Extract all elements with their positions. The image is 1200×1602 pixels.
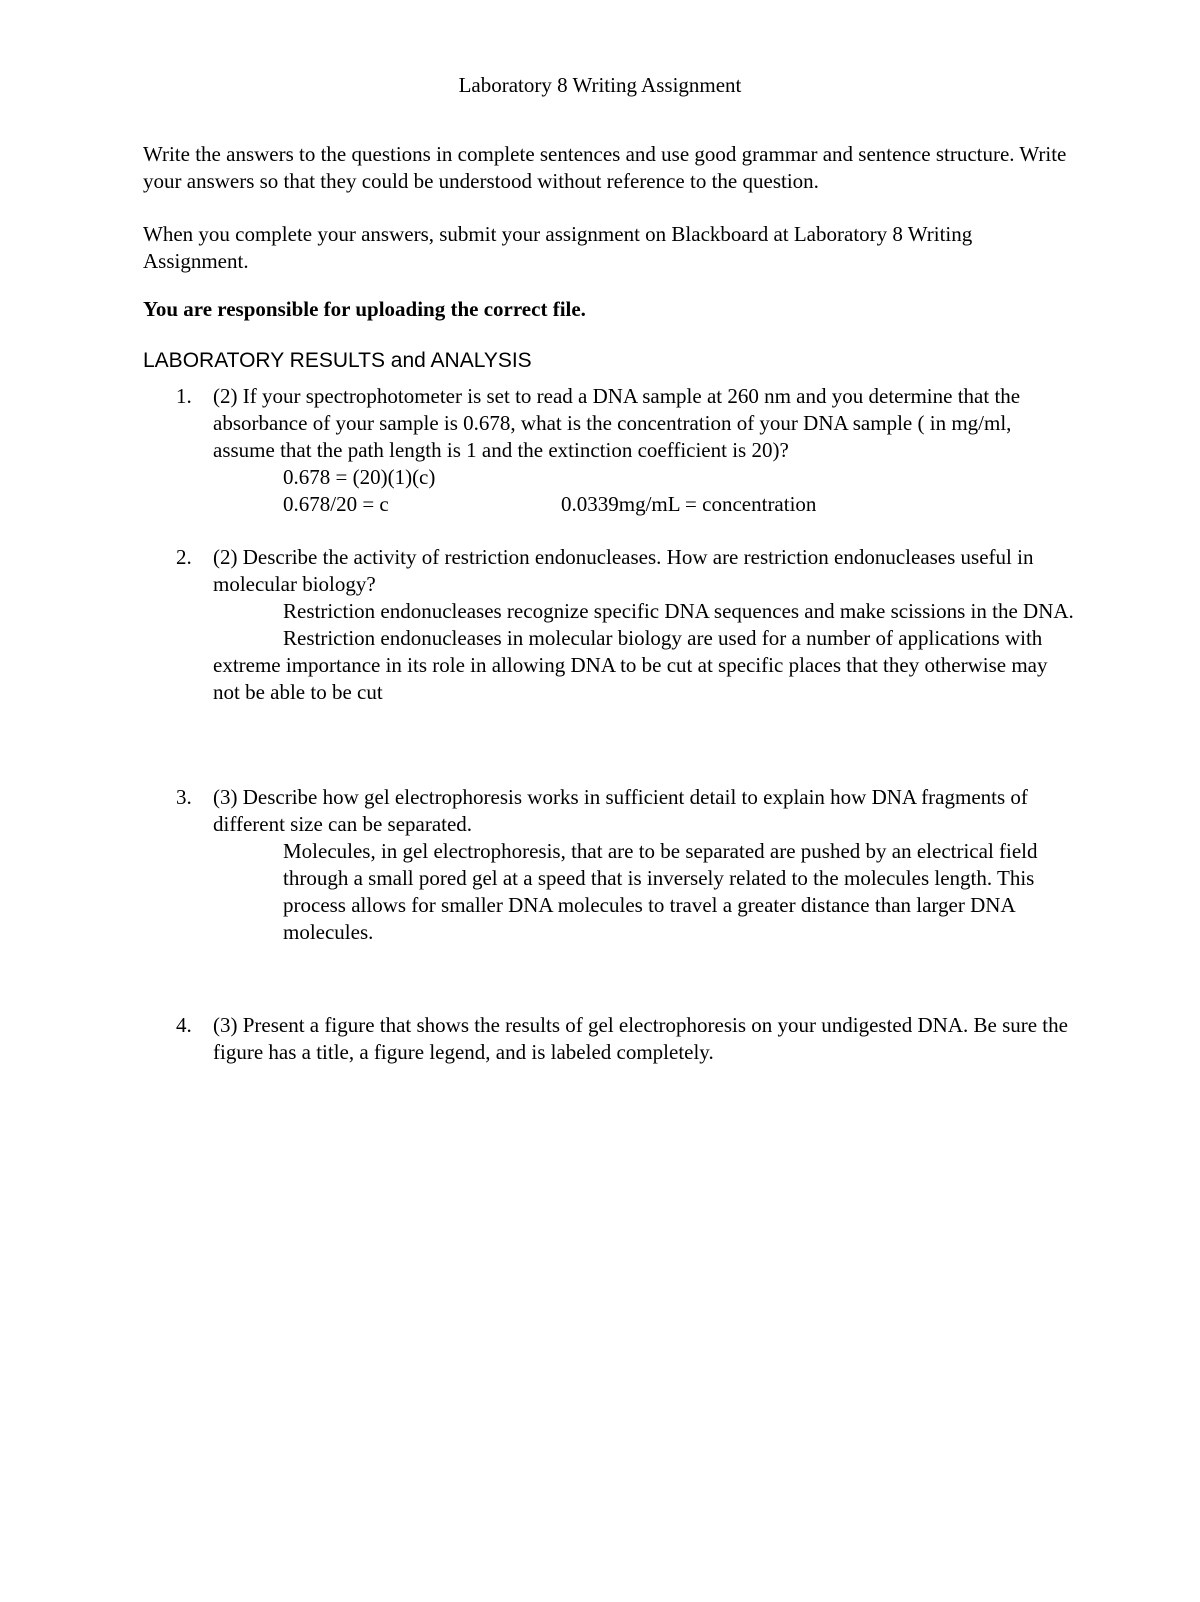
question-1 [176, 383, 1076, 518]
question-number: 3. [176, 785, 192, 809]
question-number: 1. [176, 384, 192, 408]
question-text: (3) Describe how gel electrophoresis works in sufficient detail to explain how DNA fragments of different size can be separated. [213, 785, 1028, 836]
question-text: (2) Describe the activity of restriction endonucleases. How are restriction endonucleases useful in molecular biology? [213, 545, 1034, 596]
responsibility-notice: You are responsible for uploading the correct file. [143, 297, 586, 321]
question-text: (3) Present a figure that shows the results of gel electrophoresis on your undigested DNA. Be sure the figure has a title, a figure legend, and is labeled completely. [213, 1013, 1068, 1064]
answer-paragraph-2: Restriction endonucleases in molecular biology are used for a number of applications with extreme importance in its role in allowing DNA to be cut at specific places that they otherwise may not be able to be cut [213, 626, 1048, 704]
question-3 [176, 784, 1076, 946]
instructions-paragraph: Write the answers to the questions in complete sentences and use good grammar and sentence structure. Write your answers so that they could be understood without reference to the question. [143, 142, 1067, 193]
question-text: (2) If your spectrophotometer is set to read a DNA sample at 260 nm and you determine that the absorbance of your sample is 0.678, what is the concentration of your DNA sample ( in mg/ml, assume that the path length is 1 and the extinction coefficient is 20)? [213, 384, 1021, 462]
answer-paragraph: Molecules, in gel electrophoresis, that are to be separated are pushed by an electrical field through a small pored gel at a speed that is inversely related to the molecules length. This process allows for smaller DNA molecules to travel a greater distance than larger DNA molecules. [283, 839, 1038, 944]
question-2 [176, 544, 1076, 706]
question-number: 4. [176, 1013, 192, 1037]
submission-paragraph: When you complete your answers, submit your assignment on Blackboard at Laboratory 8 Writing Assignment. [143, 222, 973, 273]
answer-paragraph-1: Restriction endonucleases recognize specific DNA sequences and make scissions in the DNA. [283, 599, 1074, 623]
section-heading: LABORATORY RESULTS and ANALYSIS [143, 349, 532, 372]
calculation-line-2 [283, 491, 1076, 518]
question-body [213, 544, 1076, 706]
document-title: Laboratory 8 Writing Assignment [458, 73, 742, 97]
question-number: 2. [176, 545, 192, 569]
question-body [213, 383, 1076, 518]
question-body [213, 784, 1076, 946]
calculation-line-1: 0.678 = (20)(1)(c) [283, 465, 436, 489]
question-4 [176, 1012, 1076, 1066]
calculation-result: 0.0339mg/mL = concentration [561, 492, 817, 516]
calculation-step: 0.678/20 = c [283, 492, 389, 516]
question-body [213, 1012, 1076, 1066]
